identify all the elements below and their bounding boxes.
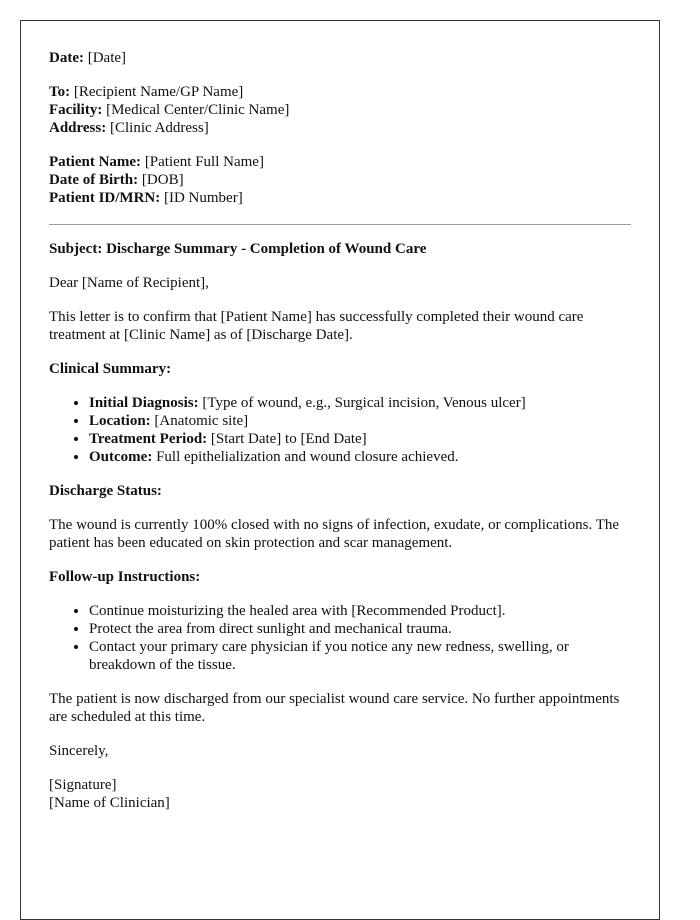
item-label: Outcome:	[89, 449, 153, 465]
intro-paragraph: This letter is to confirm that [Patient Name] has successfully completed their wound care treatment at [Clinic Name] as of [Discharge Date].	[49, 309, 584, 343]
discharge-status-text: The wound is currently 100% closed with no signs of infection, exudate, or complications. The patient has been educated on skin protection and scar management.	[49, 517, 620, 551]
patient-name-line	[49, 153, 631, 171]
header-divider	[49, 224, 631, 225]
follow-up-item: • Protect the area from direct sunlight and mechanical trauma.	[89, 620, 631, 638]
subject-line: Subject: Discharge Summary - Completion of Wound Care	[49, 241, 427, 257]
patient-id-label: Patient ID/MRN:	[49, 190, 161, 206]
patient-name-label: Patient Name:	[49, 154, 142, 170]
discharge-status-title: Discharge Status:	[49, 483, 162, 499]
item-value: Full epithelialization and wound closure achieved.	[156, 449, 459, 465]
signature: [Signature]	[49, 777, 117, 793]
date-label: Date:	[49, 50, 84, 66]
patient-dob-line	[49, 171, 631, 189]
recipient-block	[49, 83, 631, 137]
clinical-summary-item-diagnosis	[89, 394, 631, 412]
patient-id-value: [ID Number]	[163, 190, 243, 206]
item-label: Treatment Period:	[89, 431, 208, 447]
recipient-facility-label: Facility:	[49, 102, 103, 118]
clinical-summary-item-treatment-period	[89, 430, 631, 448]
recipient-address-label: Address:	[49, 120, 107, 136]
item-label: Location:	[89, 413, 151, 429]
item-value: [Anatomic site]	[154, 413, 249, 429]
closing-salutation: Sincerely,	[49, 743, 109, 759]
follow-up-title: Follow-up Instructions:	[49, 569, 201, 585]
clinical-summary-item-outcome	[89, 448, 631, 466]
date-line	[49, 49, 631, 67]
recipient-facility-value: [Medical Center/Clinic Name]	[106, 102, 290, 118]
patient-dob-label: Date of Birth:	[49, 172, 139, 188]
closing-paragraph: The patient is now discharged from our specialist wound care service. No further appointments are scheduled at this time.	[49, 691, 620, 725]
follow-up-item: • Continue moisturizing the healed area with [Recommended Product].	[89, 602, 631, 620]
clinical-summary-title: Clinical Summary:	[49, 361, 172, 377]
follow-up-list	[49, 602, 631, 674]
item-value: [Start Date] to [End Date]	[210, 431, 367, 447]
date-value: [Date]	[87, 50, 127, 66]
item-label: Initial Diagnosis:	[89, 395, 199, 411]
patient-name-value: [Patient Full Name]	[144, 154, 264, 170]
patient-block	[49, 153, 631, 207]
recipient-facility-line	[49, 101, 631, 119]
clinical-summary-list	[49, 394, 631, 466]
recipient-address-line	[49, 119, 631, 137]
recipient-to-value: [Recipient Name/GP Name]	[73, 84, 244, 100]
recipient-address-value: [Clinic Address]	[109, 120, 209, 136]
item-value: [Type of wound, e.g., Surgical incision, Venous ulcer]	[202, 395, 526, 411]
patient-id-line	[49, 189, 631, 207]
discharge-letter	[20, 20, 660, 920]
salutation: Dear [Name of Recipient],	[49, 275, 209, 291]
date-block	[49, 49, 631, 67]
recipient-to-label: To:	[49, 84, 71, 100]
signature-block	[49, 776, 631, 812]
patient-dob-value: [DOB]	[141, 172, 184, 188]
clinician-name: [Name of Clinician]	[49, 795, 170, 811]
follow-up-item: • Contact your primary care physician if you notice any new redness, swelling, or breakdown of the tissue.	[89, 638, 631, 674]
recipient-to-line	[49, 83, 631, 101]
clinical-summary-item-location	[89, 412, 631, 430]
